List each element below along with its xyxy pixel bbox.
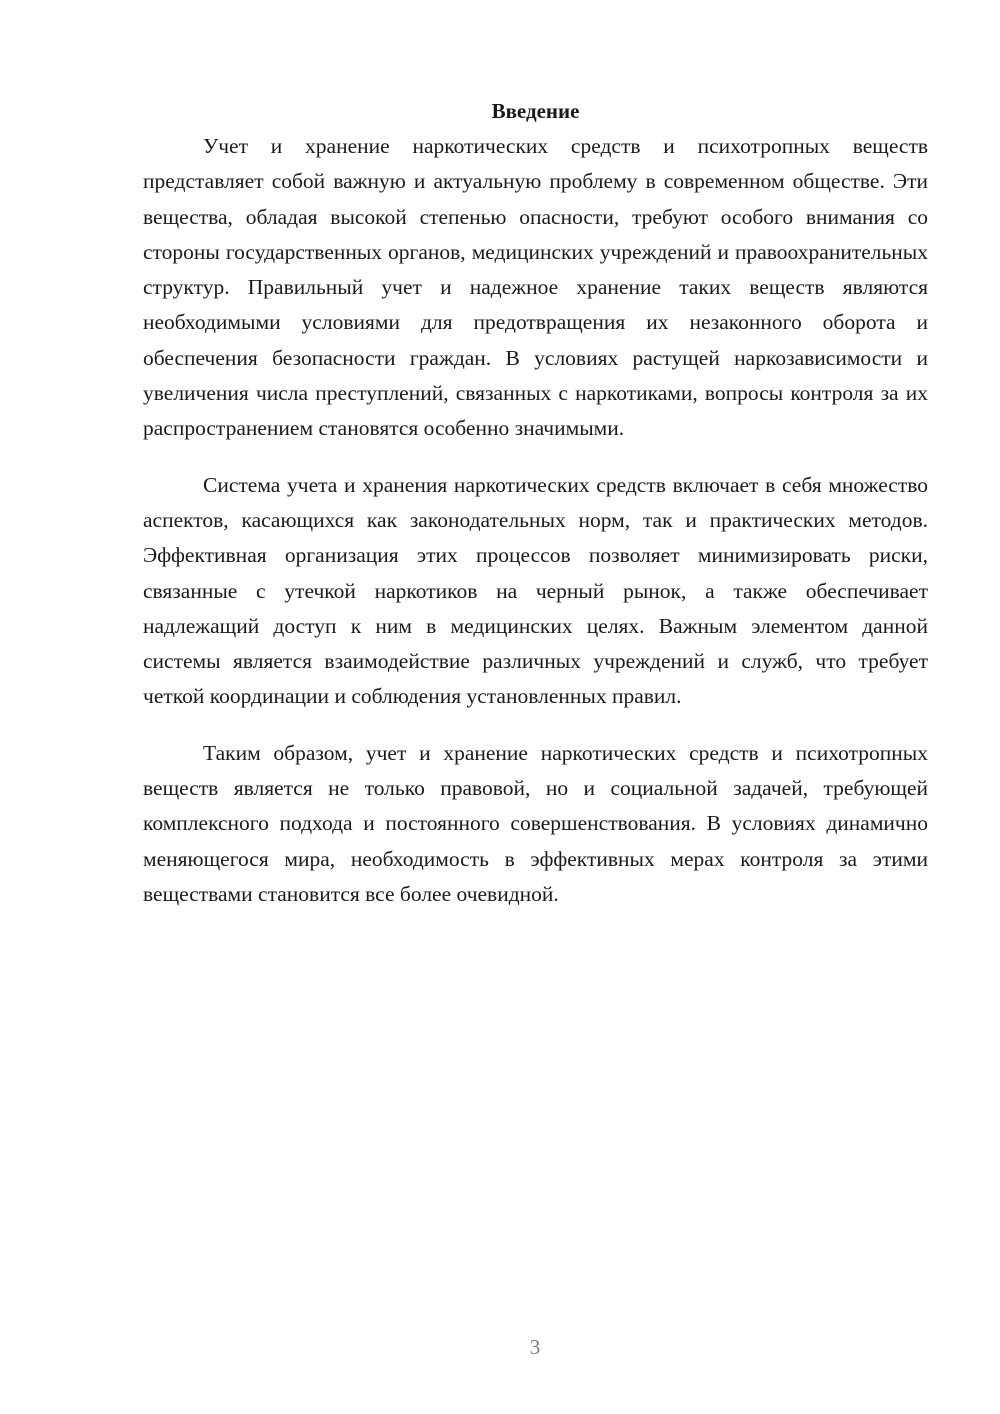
page-content (143, 94, 928, 912)
paragraph-3: Таким образом, учет и хранение наркотических средств и психотропных веществ является не только правовой, но и социальной задачей, требующей комплексного подхода и постоянного совершенствования. В условиях динамично меняющегося мира, необходимость в эффективных мерах контроля за этими веществами становится все более очевидной. (143, 740, 928, 906)
paragraph-2: Система учета и хранения наркотических средств включает в себя множество аспектов, касающихся как законодательных норм, так и практических методов. Эффективная организация этих процессов позволяет минимизировать риски, связанные с утечкой наркотиков на черный рынок, а также обеспечивает надлежащий доступ к ним в медицинских целях. Важным элементом данной системы является взаимодействие различных учреждений и служб, что требует четкой координации и соблюдения установленных правил. (143, 472, 928, 709)
section-title: Введение (491, 99, 580, 123)
page-number: 3 (529, 1335, 541, 1359)
paragraph-1: Учет и хранение наркотических средств и психотропных веществ представляет собой важную и актуальную проблему в современном обществе. Эти вещества, обладая высокой степенью опасности, требуют особого внимания со стороны государственных органов, медицинских учреждений и правоохранительных структур. Правильный учет и надежное хранение таких веществ являются необходимыми условиями для предотвращения их незаконного оборота и обеспечения безопасности граждан. В условиях растущей наркозависимости и увеличения числа преступлений, связанных с наркотиками, вопросы контроля за их распространением становятся особенно значимыми. (143, 134, 928, 441)
